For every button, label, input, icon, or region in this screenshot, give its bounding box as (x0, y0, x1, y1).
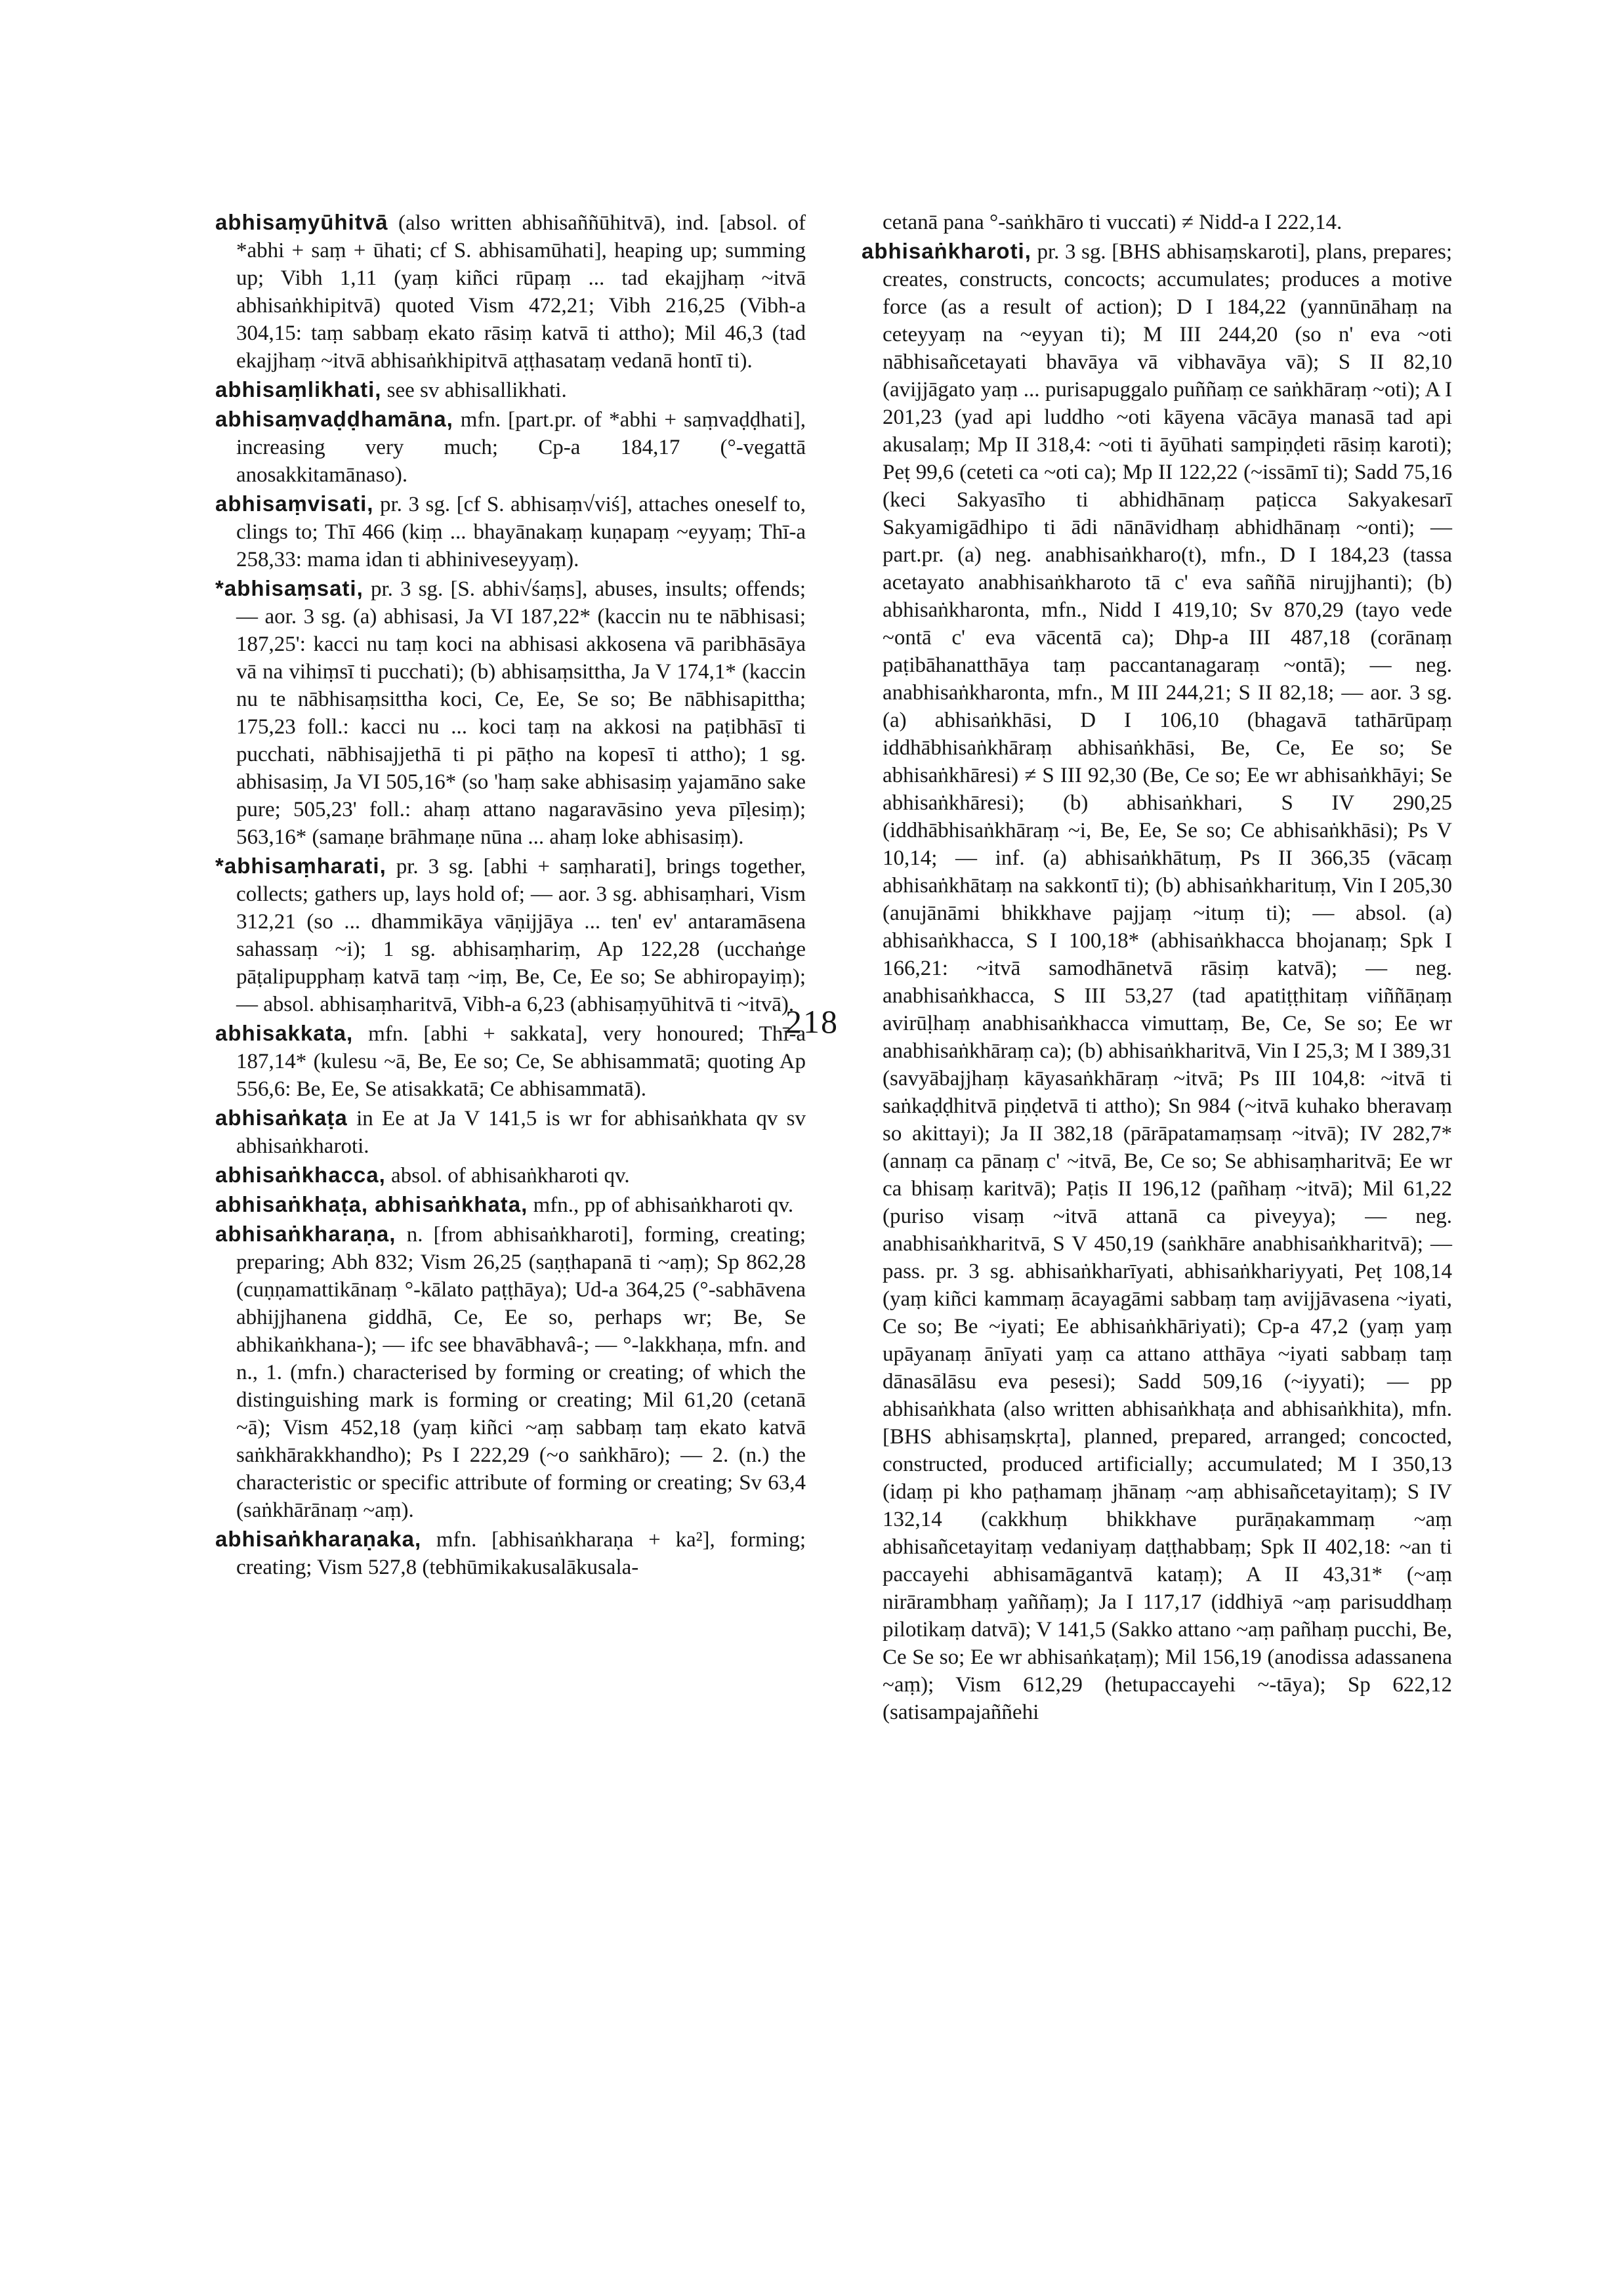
dictionary-entry (215, 376, 806, 404)
right-column (862, 209, 1452, 1727)
dictionary-entry-continuation (862, 209, 1452, 236)
left-column (215, 209, 806, 1582)
headword: abhisaṅkharaṇa, (215, 1222, 396, 1246)
entry-body: cetanā pana °-saṅkhāro ti vuccati) ≠ Nidd-a I 222,14. (883, 211, 1343, 234)
entry-body: in Ee at Ja V 141,5 is wr for abhisaṅkhata qv sv abhisaṅkharoti. (236, 1107, 806, 1158)
entry-body: pr. 3 sg. [cf S. abhisaṃ√viś], attaches oneself to, clings to; Thī 466 (kiṃ ... bhayānakaṃ kuṇapaṃ ~eyyaṃ; Thī-a 258,33: mama idan ti abhiniveseyyaṃ). (236, 493, 806, 571)
entry-body: pr. 3 sg. [S. abhi√śaṃs], abuses, insults; offends; — aor. 3 sg. (a) abhisasi, Ja VI 187,22* (kaccin nu te nābhisasi; 187,25': kacci nu taṃ koci na abhisasi akkosena vā paribhāsāya vā na vihiṃsī ti pucchati); (b) abhisaṃsittha, Ja V 174,1* (kaccin nu te nābhisaṃsittha koci, Ce, Ee, Se so; Be nābhisapittha; 175,23 foll.: kacci nu ... koci taṃ na akkosi na paṭibhāsī ti pucchati, nābhisajjethā ti pi pāṭho na kopesī ti attho); 1 sg. abhisasiṃ, Ja VI 505,16* (so 'haṃ sake abhisasiṃ yajamāno sake pure; 505,23' foll.: ahaṃ attano nagaravāsino yeva pīḷesiṃ); 563,16* (samaṇe brāhmaṇe nūna ... ahaṃ loke abhisasiṃ). (236, 577, 806, 849)
entry-body: absol. of abhisaṅkharoti qv. (391, 1164, 630, 1188)
dictionary-entry (215, 405, 806, 489)
headword: *abhisaṃsati, (215, 576, 364, 600)
dictionary-entry (215, 490, 806, 573)
dictionary-entry (215, 1104, 806, 1160)
entry-body: see sv abhisallikhati. (386, 379, 567, 402)
dictionary-entry (215, 1191, 806, 1219)
entry-body: n. [from abhisaṅkharoti], forming, creating; preparing; Abh 832; Vism 26,25 (saṇṭhapanā ti ~aṃ); Sp 862,28 (cuṇṇamattikānaṃ °-kālato paṭṭhāya); Ud-a 364,25 (°-sabhāvena abhijjhanena giddhā, Ce, Ee so, perhaps wr; Be, Se abhikaṅkhana-); — ifc see bhavābhavâ-; — °-lakkhaṇa, mfn. and n., 1. (mfn.) characterised by forming or creating; of which the distinguishing mark is forming or creating; Mil 61,20 (cetanā ~ā); Vism 452,18 (yaṃ kiñci ~aṃ sabbaṃ taṃ ekato katvā saṅkhārakkhandho); Ps I 222,29 (~o saṅkhāro); — 2. (n.) the characteristic or specific attribute of forming or creating; Sv 63,4 (saṅkhārānaṃ ~aṃ). (236, 1223, 806, 1522)
headword: abhisaṅkhacca, (215, 1163, 386, 1187)
page-number: 218 (785, 1003, 839, 1040)
entry-body: mfn. [abhi + sakkata], very honoured; Thī-a 187,14* (kulesu ~ā, Be, Ee so; Ce, Se abhisammatā; quoting Ap 556,6: Be, Ee, Se atisakkatā; Ce abhisammatā). (236, 1022, 806, 1101)
entry-body: mfn. [abhisaṅkharaṇa + ka²], forming; creating; Vism 527,8 (tebhūmikakusalākusala- (236, 1528, 806, 1579)
headword: abhisaṃvisati, (215, 491, 374, 516)
headword: abhisaṃvaḍḍhamāna, (215, 407, 453, 431)
dictionary-entry (215, 1161, 806, 1189)
dictionary-entry (215, 575, 806, 851)
headword: abhisaṅkharaṇaka, (215, 1527, 422, 1551)
entry-body: (also written abhisaññūhitvā), ind. [absol. of *abhi + saṃ + ūhati; cf S. abhisamūhati], heaping up; summing up; Vibh 1,11 (yaṃ kiñci rūpaṃ ... tad ekajjhaṃ ~itvā abhisaṅkhipitvā) quoted Vism 472,21; Vibh 216,25 (Vibh-a 304,15: taṃ sabbaṃ ekato rāsiṃ katvā ti attho); Mil 46,3 (tad ekajjhaṃ ~itvā abhisaṅkhipitvā aṭṭhasataṃ vedanā hontī ti). (236, 211, 806, 373)
entry-body: pr. 3 sg. [BHS abhisaṃskaroti], plans, prepares; creates, constructs, concocts; accumulates; produces a motive force (as a result of action); D I 184,22 (yannūnāhaṃ na ceteyyaṃ na ~eyyan ti); M III 244,20 (so n' eva ~oti nābhisañcetayati bhavāya vā vibhavāya vā); S II 82,10 (avijjāgato yaṃ ... purisapuggalo puññaṃ ce saṅkhāraṃ ~oti); A I 201,23 (yad api luddho ~oti kāyena vācāya manasā tad api akusalaṃ; Mp II 318,4: ~oti ti āyūhati sampiṇḍeti rāsiṃ karoti); Peṭ 99,6 (ceteti ca ~oti ca); Mp II 122,22 (~issāmī ti); Sadd 75,16 (keci Sakyasīho ti abhidhānaṃ paṭicca Sakyakesarī Sakyamigādhipo ti ādi nānāvidhaṃ abhidhānaṃ ~onti); — part.pr. (a) neg. anabhisaṅkharo(t), mfn., D I 184,23 (tassa acetayato anabhisaṅkharoto tā c' eva saññā nirujjhanti); (b) abhisaṅkharonta, mfn., Nidd I 419,10; Sv 870,29 (tayo vede ~ontā c' eva vācentā ca); Dhp-a III 487,18 (corānaṃ paṭibāhanatthāya taṃ paccantanagaraṃ ~ontā); — neg. anabhisaṅkharonta, mfn., M III 244,21; S II 82,18; — aor. 3 sg. (a) abhisaṅkhāsi, D I 106,10 (bhagavā tathārūpaṃ iddhābhisaṅkhāraṃ abhisaṅkhāsi, Be, Ce, Ee so; Se abhisaṅkhāresi) ≠ S III 92,30 (Be, Ce so; Ee wr abhisaṅkhāyi; Se abhisaṅkhāresi); (b) abhisaṅkhari, S IV 290,25 (iddhābhisaṅkhāraṃ ~i, Be, Ee, Se so; Ce abhisaṅkhāsi); Ps V 10,14; — inf. (a) abhisaṅkhātuṃ, Ps II 366,35 (vācaṃ abhisaṅkhātaṃ na sakkontī ti); (b) abhisaṅkharituṃ, Vin I 205,30 (anujānāmi bhikkhave pajjaṃ ~ituṃ ti); — absol. (a) abhisaṅkhacca, S I 100,18* (abhisaṅkhacca bhojanaṃ; Spk I 166,21: ~itvā samodhānetvā rāsiṃ katvā); — neg. anabhisaṅkhacca, S III 53,27 (tad apatiṭṭhitaṃ viññāṇaṃ avirūḷhaṃ anabhisaṅkhacca vimuttaṃ, Be, Ce, Se so; Ee wr anabhisaṅkhāraṃ ca); (b) abhisaṅkharitvā, Vin I 25,3; M I 389,31 (savyābajjhaṃ kāyasaṅkhāraṃ ~itvā; Ps III 104,8: ~itvā ti saṅkaḍḍhitvā piṇḍetvā ti attho); Sn 984 (~itvā kuhako bheravaṃ so akittayi); Ja II 382,18 (pārāpatamaṃsaṃ ~itvā); IV 282,7* (annaṃ ca pānaṃ c' ~itvā, Be, Ce so; Se abhisaṃharitvā; Ee wr ca bhisaṃ karitvā); Paṭis II 196,12 (pañhaṃ ~itvā); Mil 61,22 (puriso visaṃ ~itvā attanā ca piveyya); — neg. anabhisaṅkharitvā, S V 450,19 (saṅkhāre anabhisaṅkharitvā); — pass. pr. 3 sg. abhisaṅkharīyati, abhisaṅkhariyyati, Peṭ 108,14 (yaṃ kiñci kammaṃ ācayagāmi sabbaṃ taṃ avijjāvasena ~iyati, Ce so; Be ~iyati; Ee abhisaṅkhāriyati); Cp-a 47,2 (yaṃ yaṃ upāyanaṃ ānīyati yaṃ ca attano atthāya ~iyati sabbaṃ taṃ dānasālāsu eva pesesi); Sadd 509,16 (~iyyati); — pp abhisaṅkhata (also written abhisaṅkhaṭa and abhisaṅkhita), mfn. [BHS abhisaṃskṛta], planned, prepared, arranged; concocted, constructed, produced artificially; accumulated; M I 350,13 (idaṃ pi kho paṭhamaṃ jhānaṃ ~aṃ abhisañcetayitaṃ); S IV 132,14 (cakkhuṃ bhikkhave purāṇakammaṃ ~aṃ abhisañcetayitaṃ vedaniyaṃ daṭṭhabbaṃ; Spk II 402,18: ~an ti paccayehi abhisamāgantvā kataṃ); A II 43,31* (~aṃ nirārambhaṃ yaññaṃ); Ja I 117,17 (iddhiyā ~aṃ parisuddhaṃ pilotikaṃ datvā); V 141,5 (Sakko attano ~aṃ pañhaṃ pucchi, Be, Ce Se so; Ee wr abhisaṅkaṭaṃ); Mil 156,19 (anodissa adassanena ~aṃ); Vism 612,29 (hetupaccayehi ~-tāya); Sp 622,12 (satisampajaññehi (883, 240, 1452, 1724)
headword: abhisaṅkharoti, (862, 239, 1031, 263)
headword: abhisaṃlikhati, (215, 377, 382, 402)
headword: abhisakkata, (215, 1021, 354, 1045)
headword: abhisaṃyūhitvā (215, 210, 388, 234)
dictionary-entry (215, 1220, 806, 1524)
headword: abhisaṅkaṭa (215, 1106, 348, 1130)
headword: *abhisaṃharati, (215, 854, 386, 878)
dictionary-entry (215, 1525, 806, 1581)
entry-body: pr. 3 sg. [abhi + saṃharati], brings together, collects; gathers up, lays hold of; — aor. 3 sg. abhisaṃhari, Vism 312,21 (so ... dhammikāya vāṇijjāya ... ten' ev' antaramāsena sahassaṃ ~i); 1 sg. abhisaṃhariṃ, Ap 122,28 (ucchaṅge pāṭalipupphaṃ katvā taṃ ~iṃ, Be, Ce, Ee so; Se abhiropayiṃ); — absol. abhisaṃharitvā, Vibh-a 6,23 (abhisaṃyūhitvā ti ~itvā). (236, 855, 806, 1016)
dictionary-entry (215, 209, 806, 375)
dictionary-entry (215, 852, 806, 1018)
headword: abhisaṅkhaṭa, abhisaṅkhata, (215, 1192, 528, 1216)
dictionary-entry (862, 238, 1452, 1726)
entry-body: mfn. [part.pr. of *abhi + saṃvaḍḍhati], increasing very much; Cp-a 184,17 (°-vegattā anosakkitamānaso). (236, 408, 806, 487)
entry-body: mfn., pp of abhisaṅkharoti qv. (533, 1193, 794, 1217)
